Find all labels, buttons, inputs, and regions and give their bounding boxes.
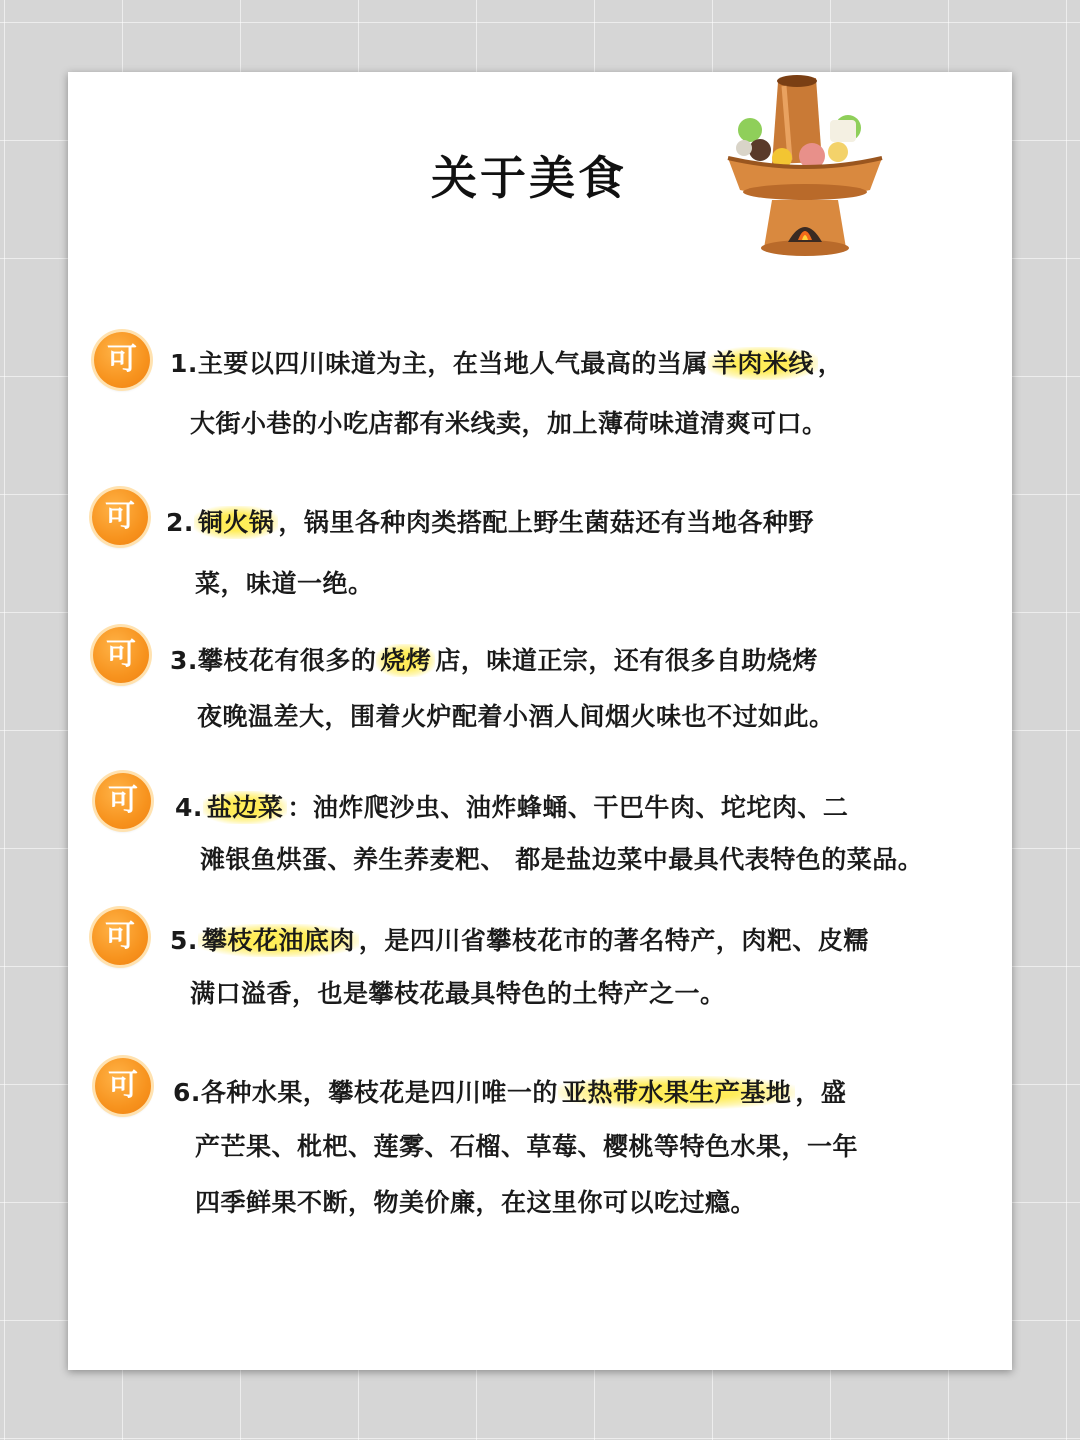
badge-icon: 可 bbox=[95, 1058, 151, 1114]
highlight: 攀枝花油底肉 bbox=[198, 924, 359, 957]
highlight: 铜火锅 bbox=[194, 506, 279, 539]
highlight: 盐边菜 bbox=[203, 791, 288, 824]
item-line: 1.主要以四川味道为主，在当地人气最高的当属 羊肉米线 ， bbox=[170, 349, 844, 378]
item-line: 滩银鱼烘蛋、养生荞麦粑、 都是盐边菜中最具代表特色的菜品。 bbox=[200, 845, 924, 874]
badge-icon: 可 bbox=[94, 332, 150, 388]
item-line: 夜晚温差大，围着火炉配着小酒人间烟火味也不过如此。 bbox=[197, 702, 835, 731]
item-line: 四季鲜果不断，物美价廉，在这里你可以吃过瘾。 bbox=[195, 1188, 757, 1217]
item-line: 6.各种水果，攀枝花是四川唯一的 亚热带水果生产基地 ，盛 bbox=[173, 1078, 847, 1107]
highlight: 烧烤 bbox=[376, 644, 435, 677]
badge-icon: 可 bbox=[92, 489, 148, 545]
copper-hotpot-icon bbox=[720, 72, 890, 262]
highlight: 亚热带水果生产基地 bbox=[558, 1076, 796, 1109]
item-line: 3.攀枝花有很多的 烧烤 店，味道正宗，还有很多自助烧烤 bbox=[170, 646, 818, 675]
item-line: 菜，味道一绝。 bbox=[195, 569, 374, 598]
page-title: 关于美食 bbox=[431, 151, 627, 205]
item-line: 2. 铜火锅 ，锅里各种肉类搭配上野生菌菇还有当地各种野 bbox=[166, 508, 814, 537]
item-line: 产芒果、枇杷、莲雾、石榴、草莓、樱桃等特色水果，一年 bbox=[195, 1132, 859, 1161]
item-line: 4. 盐边菜 ：油炸爬沙虫、油炸蜂蛹、干巴牛肉、坨坨肉、二 bbox=[175, 793, 849, 822]
badge-icon: 可 bbox=[92, 909, 148, 965]
highlight: 羊肉米线 bbox=[708, 347, 818, 380]
badge-icon: 可 bbox=[93, 627, 149, 683]
item-line: 5. 攀枝花油底肉 ，是四川省攀枝花市的著名特产，肉粑、皮糯 bbox=[170, 926, 869, 955]
badge-icon: 可 bbox=[95, 773, 151, 829]
item-line: 大街小巷的小吃店都有米线卖，加上薄荷味道清爽可口。 bbox=[190, 409, 828, 438]
item-line: 满口溢香，也是攀枝花最具特色的土特产之一。 bbox=[190, 979, 726, 1008]
